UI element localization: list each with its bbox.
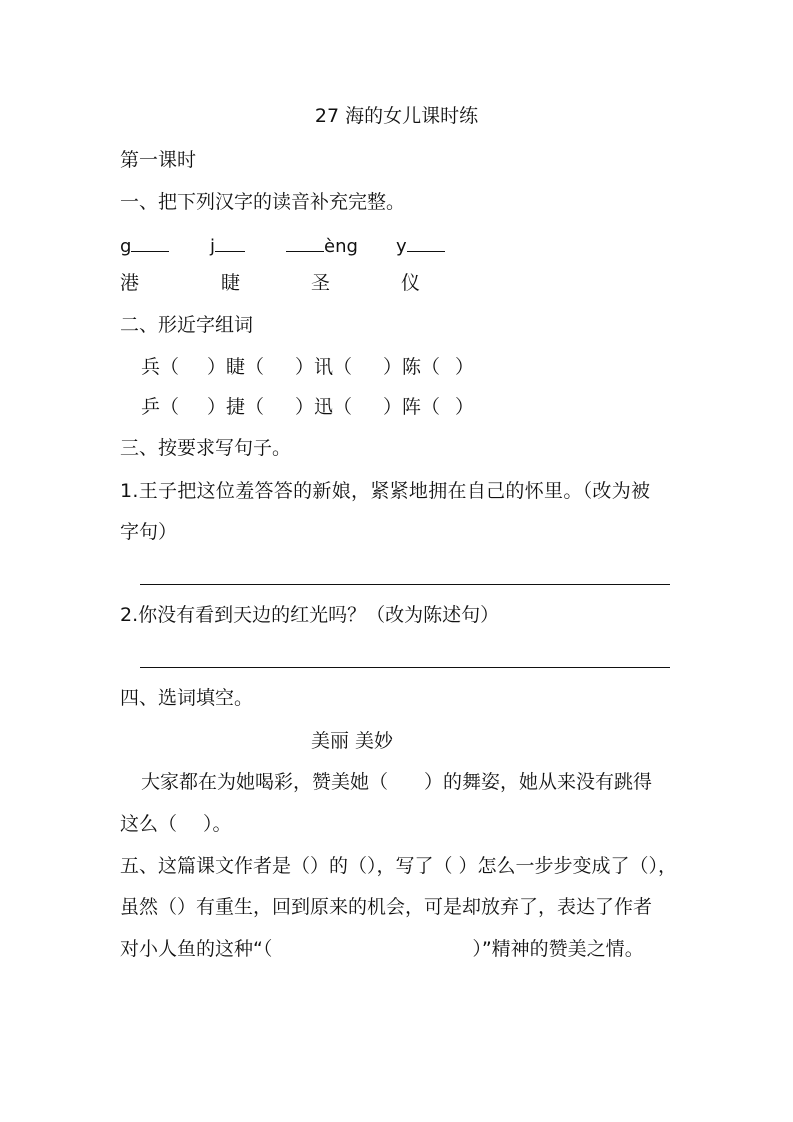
section3-q1-line1: 1.王子把这位羞答答的新娘，紧紧地拥在自己的怀里。（改为被	[120, 480, 651, 502]
word-choices: 美丽 美妙	[311, 730, 394, 752]
section4-sentence-part-c: 这么（	[120, 813, 178, 835]
similar-row1-seg1: 兵（	[141, 356, 180, 378]
pinyin-initial-1: g	[120, 236, 132, 257]
similar-row1-seg5: ）	[455, 356, 475, 378]
char-3: 圣	[311, 272, 331, 294]
char-2: 睫	[221, 272, 241, 294]
similar-row2-seg2: ）捷（	[207, 396, 265, 418]
section5-line2: 虽然（）有重生，回到原来的机会，可是却放弃了，表达了作者	[120, 896, 653, 918]
similar-row-2	[141, 398, 474, 417]
section4-heading: 四、选词填空。	[120, 687, 254, 709]
section3-q1-line2: 字句）	[120, 521, 178, 543]
similar-row1-seg3: ）讯（	[295, 356, 353, 378]
char-4: 仪	[401, 272, 421, 294]
section5-line3-part-b: ）”精神的赞美之情。	[472, 938, 644, 960]
answer-line-1[interactable]	[140, 584, 670, 585]
pinyin-item-2	[210, 235, 245, 256]
pinyin-blank-1[interactable]	[131, 235, 169, 252]
answer-line-2[interactable]	[140, 667, 670, 668]
char-1: 港	[120, 272, 140, 294]
section5-line3-part-a: 对小人鱼的这种“（	[120, 938, 273, 960]
section3-q2: 2.你没有看到天边的红光吗？（改为陈述句）	[120, 604, 500, 626]
lesson-label: 第一课时	[120, 149, 197, 171]
similar-row1-seg4: ）陈（	[383, 356, 441, 378]
section2-heading: 二、形近字组词	[120, 314, 254, 336]
section3-heading: 三、按要求写句子。	[120, 437, 292, 459]
pinyin-blank-4[interactable]	[407, 235, 445, 252]
section4-sentence-line1	[141, 773, 652, 792]
similar-row2-seg1: 乒（	[141, 396, 180, 418]
pinyin-blank-2[interactable]	[215, 235, 245, 252]
section1-heading: 一、把下列汉字的读音补充完整。	[120, 191, 406, 213]
section5-line1: 五、这篇课文作者是（）的（），写了（ ）怎么一步步变成了（），	[120, 855, 678, 877]
section4-sentence-part-d: ）。	[203, 813, 232, 835]
section4-sentence-part-a: 大家都在为她喝彩，赞美她（	[141, 771, 389, 793]
similar-row2-seg5: ）	[455, 396, 475, 418]
similar-row-1	[141, 358, 474, 377]
section5-line3	[120, 940, 644, 959]
pinyin-initial-2: j	[210, 236, 216, 257]
pinyin-blank-3[interactable]	[286, 235, 324, 252]
pinyin-final-3: èng	[324, 236, 358, 257]
similar-row2-seg3: ）迅（	[295, 396, 353, 418]
pinyin-item-1	[120, 235, 169, 256]
section4-sentence-line2	[120, 815, 232, 834]
pinyin-initial-4: y	[396, 236, 407, 257]
pinyin-item-4	[396, 235, 445, 256]
similar-row2-seg4: ）阵（	[383, 396, 441, 418]
similar-row1-seg2: ）睫（	[207, 356, 265, 378]
section4-sentence-part-b: ）的舞姿，她从来没有跳得	[424, 771, 653, 793]
pinyin-item-3	[286, 235, 358, 256]
worksheet-title: 27 海的女儿课时练	[314, 105, 479, 127]
